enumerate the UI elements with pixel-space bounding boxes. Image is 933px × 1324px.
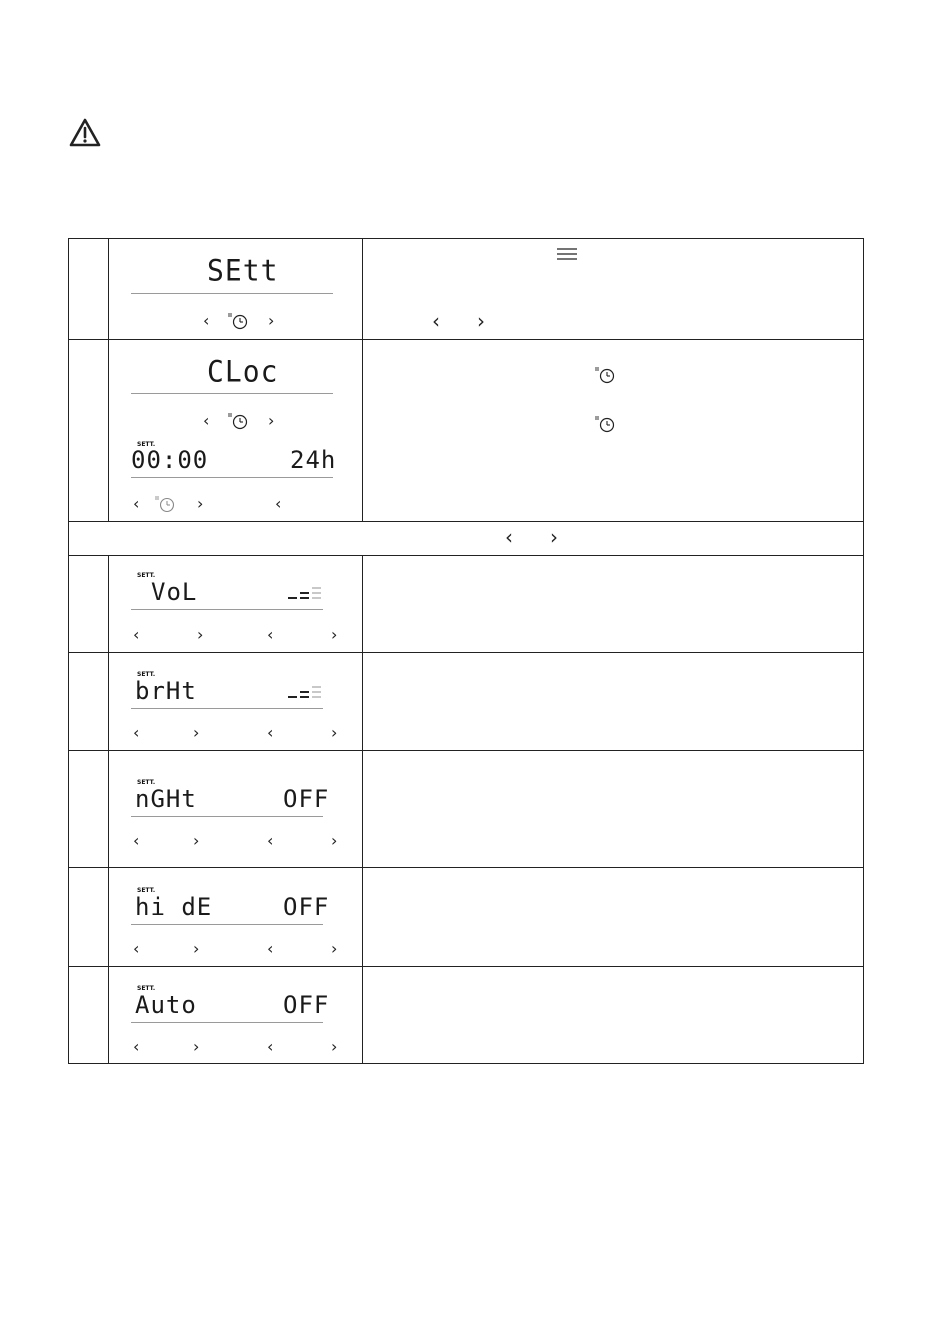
prev-chevron-icon[interactable]: ‹ <box>267 625 274 644</box>
sett-label: SETT. <box>137 572 156 579</box>
prev-chevron-icon[interactable]: ‹ <box>432 309 440 333</box>
prev-chevron-icon[interactable]: ‹ <box>133 939 140 958</box>
next-chevron-icon[interactable]: › <box>331 831 338 850</box>
menu-icon <box>557 248 577 260</box>
next-chevron-icon[interactable]: › <box>477 309 485 333</box>
sett-label: SETT. <box>137 779 156 786</box>
prev-chevron-icon[interactable]: ‹ <box>267 723 274 742</box>
lcd-text: VoL <box>151 578 198 606</box>
next-chevron-icon[interactable]: › <box>331 625 338 644</box>
lcd-text: nGHt <box>135 785 197 813</box>
time-value: 00:00 <box>131 446 209 474</box>
next-chevron-icon[interactable]: › <box>193 723 200 742</box>
lcd-text: Auto <box>135 991 197 1019</box>
row-divider <box>69 750 863 751</box>
sett-label: SETT. <box>137 985 156 992</box>
lcd-text: brHt <box>135 677 197 705</box>
prev-chevron-icon[interactable]: ‹ <box>267 831 274 850</box>
prev-chevron-icon[interactable]: ‹ <box>203 311 210 330</box>
prev-chevron-icon[interactable]: ‹ <box>505 525 513 549</box>
prev-chevron-icon[interactable]: ‹ <box>203 411 210 430</box>
col-divider <box>108 239 109 521</box>
setting-value: OFF <box>283 893 330 921</box>
next-chevron-icon[interactable]: › <box>331 1037 338 1056</box>
lcd-text: hi dE <box>135 893 213 921</box>
display-underline <box>131 708 323 709</box>
sett-label: SETT. <box>137 671 156 678</box>
next-chevron-icon[interactable]: › <box>268 411 275 430</box>
display-underline <box>131 1022 323 1023</box>
warning-triangle-icon <box>68 117 102 149</box>
clock-icon <box>594 366 616 384</box>
display-underline <box>131 816 323 817</box>
display-underline <box>131 924 323 925</box>
clock-icon <box>227 412 249 430</box>
next-chevron-icon[interactable]: › <box>197 625 204 644</box>
row-divider <box>69 555 863 556</box>
row-divider <box>69 339 863 340</box>
display-underline <box>131 293 333 294</box>
display-underline <box>131 477 333 478</box>
sett-label: SETT. <box>137 441 156 448</box>
clock-icon <box>154 495 176 513</box>
prev-chevron-icon[interactable]: ‹ <box>133 625 140 644</box>
next-chevron-icon[interactable]: › <box>193 1037 200 1056</box>
lcd-text: CLoc <box>207 354 279 389</box>
prev-chevron-icon[interactable]: ‹ <box>133 1037 140 1056</box>
next-chevron-icon[interactable]: › <box>268 311 275 330</box>
format-value: 24h <box>290 446 337 474</box>
row-divider <box>69 867 863 868</box>
lcd-text: SEtt <box>207 253 279 288</box>
next-chevron-icon[interactable]: › <box>550 525 558 549</box>
row-divider <box>69 652 863 653</box>
setting-value: OFF <box>283 785 330 813</box>
setting-value: OFF <box>283 991 330 1019</box>
row-divider <box>69 966 863 967</box>
clock-icon <box>594 415 616 433</box>
row-divider <box>69 521 863 522</box>
prev-chevron-icon[interactable]: ‹ <box>133 723 140 742</box>
level-bars-icon <box>287 684 321 698</box>
sett-label: SETT. <box>137 887 156 894</box>
col-divider <box>362 239 363 521</box>
settings-table <box>68 238 864 1064</box>
next-chevron-icon[interactable]: › <box>193 939 200 958</box>
next-chevron-icon[interactable]: › <box>197 494 204 513</box>
prev-chevron-icon[interactable]: ‹ <box>133 494 140 513</box>
level-bars-icon <box>287 585 321 599</box>
next-chevron-icon[interactable]: › <box>331 939 338 958</box>
prev-chevron-icon[interactable]: ‹ <box>275 494 282 513</box>
prev-chevron-icon[interactable]: ‹ <box>267 1037 274 1056</box>
col-divider <box>362 555 363 1063</box>
display-underline <box>131 609 323 610</box>
prev-chevron-icon[interactable]: ‹ <box>267 939 274 958</box>
clock-icon <box>227 312 249 330</box>
col-divider <box>108 555 109 1063</box>
next-chevron-icon[interactable]: › <box>331 723 338 742</box>
prev-chevron-icon[interactable]: ‹ <box>133 831 140 850</box>
next-chevron-icon[interactable]: › <box>193 831 200 850</box>
display-underline <box>131 393 333 394</box>
